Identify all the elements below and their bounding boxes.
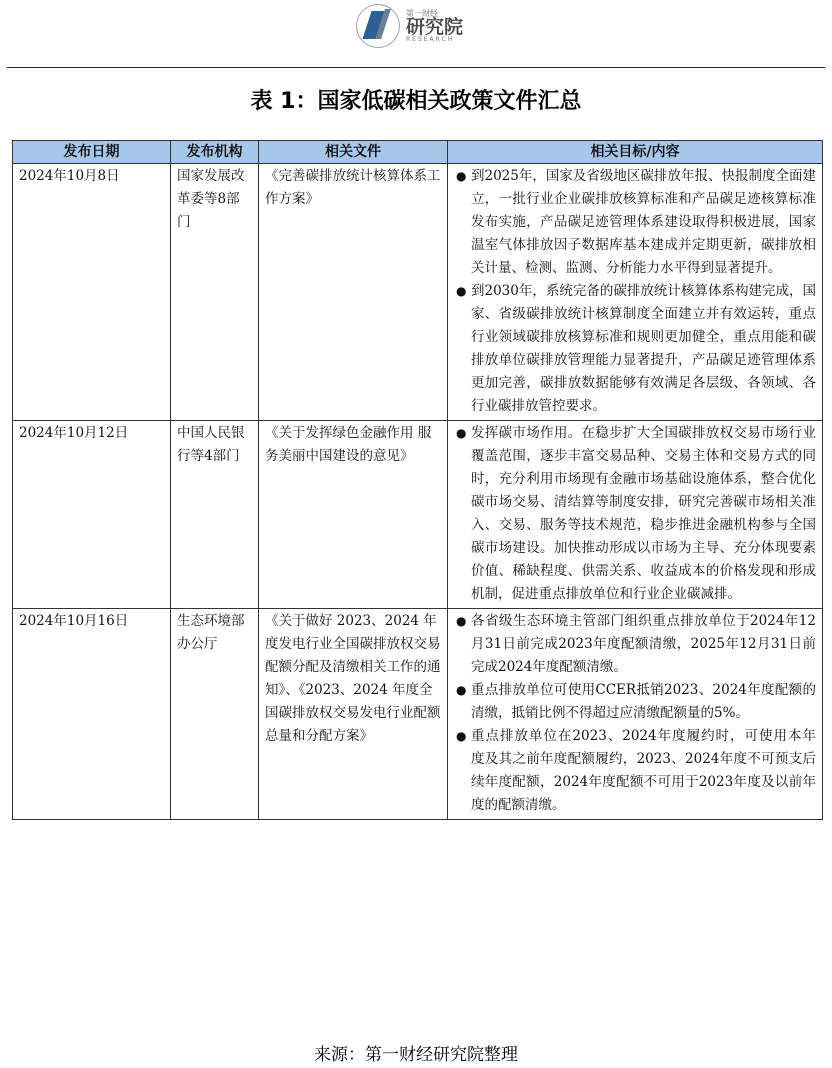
logo-text [406,10,463,43]
cell-date: 2024年10月12日 [13,421,171,609]
goal-item: ● 重点排放单位可使用CCER抵销2023、2024年度配额的清缴，抵销比例不得超过应清缴配额量的5%。 [454,679,816,725]
source-note: 来源：第一财经研究院整理 [314,1045,518,1065]
goal-item: ● 到2025年，国家及省级地区碳排放年报、快报制度全面建立，一批行业企业碳排放核算标准和产品碳足迹核算标准发布实施，产品碳足迹管理体系建设取得积极进展，国家温室气体排放因子数据库基本建成并定期更新，碳排放相关计量、检测、监测、分析能力水平得到显著提升。 [454,165,816,280]
table-title: 表 1：国家低碳相关政策文件汇总 [250,89,582,114]
cell-date: 2024年10月16日 [13,609,171,820]
cell-org: 国家发展改革委等8部门 [171,164,259,421]
logo-en-text: RESEARCH [406,35,455,43]
table-row [13,164,823,421]
policy-table [12,140,830,820]
logo-icon [356,4,400,48]
cell-goals [448,164,823,421]
cell-goals [448,609,830,820]
logo-big-text: 研究院 [406,15,464,38]
goal-item: ● 重点排放单位在2023、2024年度履约时，可使用本年 度及其之前年度配额履约，2023、2024年度不可预支后续年度配额，2024年度配额不可用于2023年度及以前年度的配额清缴。 [454,725,816,817]
cell-doc: 《关于发挥绿色金融作用 服务美丽中国建设的意见》 [259,421,448,609]
header-goal: 相关目标/内容 [448,141,823,164]
cell-goals [448,421,823,609]
header-divider [7,67,825,68]
cell-doc: 《完善碳排放统计核算体系工作方案》 [259,164,448,421]
goal-item: ● 到2030年，系统完备的碳排放统计核算体系构建完成，国家、省级碳排放统计核算制度全面建立并有效运转，重点行业领域碳排放核算标准和规则更加健全，重点用能和碳排放单位碳排放管理能力显著提升，产品碳足迹管理体系更加完善，碳排放数据能够有效满足各层级、各领域、各行业碳排放管控要求。 [454,280,816,418]
logo [356,3,486,49]
logo-small-text: 第一财经 [406,8,438,18]
header-date: 发布日期 [13,141,171,164]
table-row [13,609,823,820]
cell-org: 中国人民银行等4部门 [171,421,259,609]
cell-org: 生态环境部办公厅 [171,609,259,820]
cell-doc: 《关于做好 2023、2024 年度发电行业全国碳排放权交易配额分配及清缴相关工作的通知》、《2023、2024 年度全国碳排放权交易发电行业配额总量和分配方案》 [259,609,448,820]
header-doc: 相关文件 [259,141,448,164]
cell-date: 2024年10月8日 [13,164,171,421]
table-row [13,421,823,609]
table-header-row [13,141,823,164]
header-org: 发布机构 [171,141,259,164]
goal-item: ● 发挥碳市场作用。在稳步扩大全国碳排放权交易市场行业覆盖范围，逐步丰富交易品种、交易主体和交易方式的同时，充分利用市场现有金融市场基础设施体系，整合优化碳市场交易、清结算等制度安排，研究完善碳市场相关准入、交易、服务等技术规范，稳步推进金融机构参与全国碳市场建设。加快推动形成以市场为主导、充分体现要素价值、稀缺程度、供需关系、收益成本的价格发现和形成机制，促进重点排放单位和行业企业碳减排。 [454,422,816,606]
goal-item: ● 各省级生态环境主管部门组织重点排放单位于2024年12月31日前完成2023年度配额清缴，2025年12月31日前完成2024年度配额清缴。 [454,610,816,679]
